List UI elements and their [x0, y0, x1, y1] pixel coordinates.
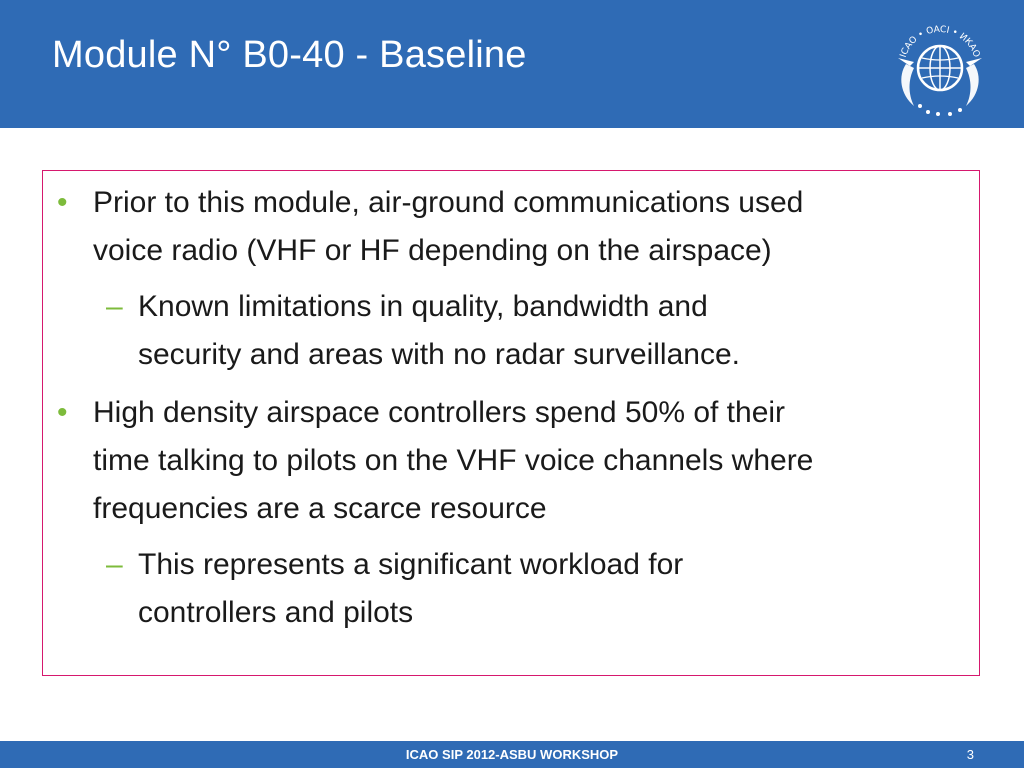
bullet-marker: • [57, 186, 68, 219]
sub-bullet-item [106, 541, 684, 637]
logo-text: ICAO • OACI • ИКАО [898, 24, 982, 59]
bullet-list [43, 171, 979, 675]
bullet-line: High density airspace controllers spend 50% of their [93, 396, 786, 429]
bullet-line: time talking to pilots on the VHF voice channels where [93, 444, 814, 477]
bullet-marker: • [57, 396, 68, 429]
bullet-line: This represents a significant workload for [138, 548, 684, 581]
bullet-item [57, 389, 814, 533]
slide-title: Module N° B0-40 - Baseline [52, 34, 527, 76]
content-box [42, 170, 980, 676]
sub-bullet-item [106, 283, 740, 379]
bullet-line: controllers and pilots [138, 596, 414, 629]
sub-bullet-marker: – [106, 548, 123, 581]
bullet-line: voice radio (VHF or HF depending on the airspace) [93, 234, 772, 267]
bullet-line: Known limitations in quality, bandwidth and [138, 290, 708, 323]
bullet-line: Prior to this module, air-ground communications used [93, 186, 804, 219]
sub-bullet-marker: – [106, 290, 123, 323]
page-number: 3 [966, 747, 974, 762]
bullet-line: frequencies are a scarce resource [93, 492, 547, 525]
bullet-line: security and areas with no radar surveillance. [138, 338, 740, 371]
icao-emblem-icon [880, 6, 1000, 126]
slide-header [0, 0, 1024, 128]
bullet-item [57, 179, 804, 275]
footer-text: ICAO SIP 2012-ASBU WORKSHOP [405, 747, 619, 762]
slide-footer [0, 741, 1024, 768]
